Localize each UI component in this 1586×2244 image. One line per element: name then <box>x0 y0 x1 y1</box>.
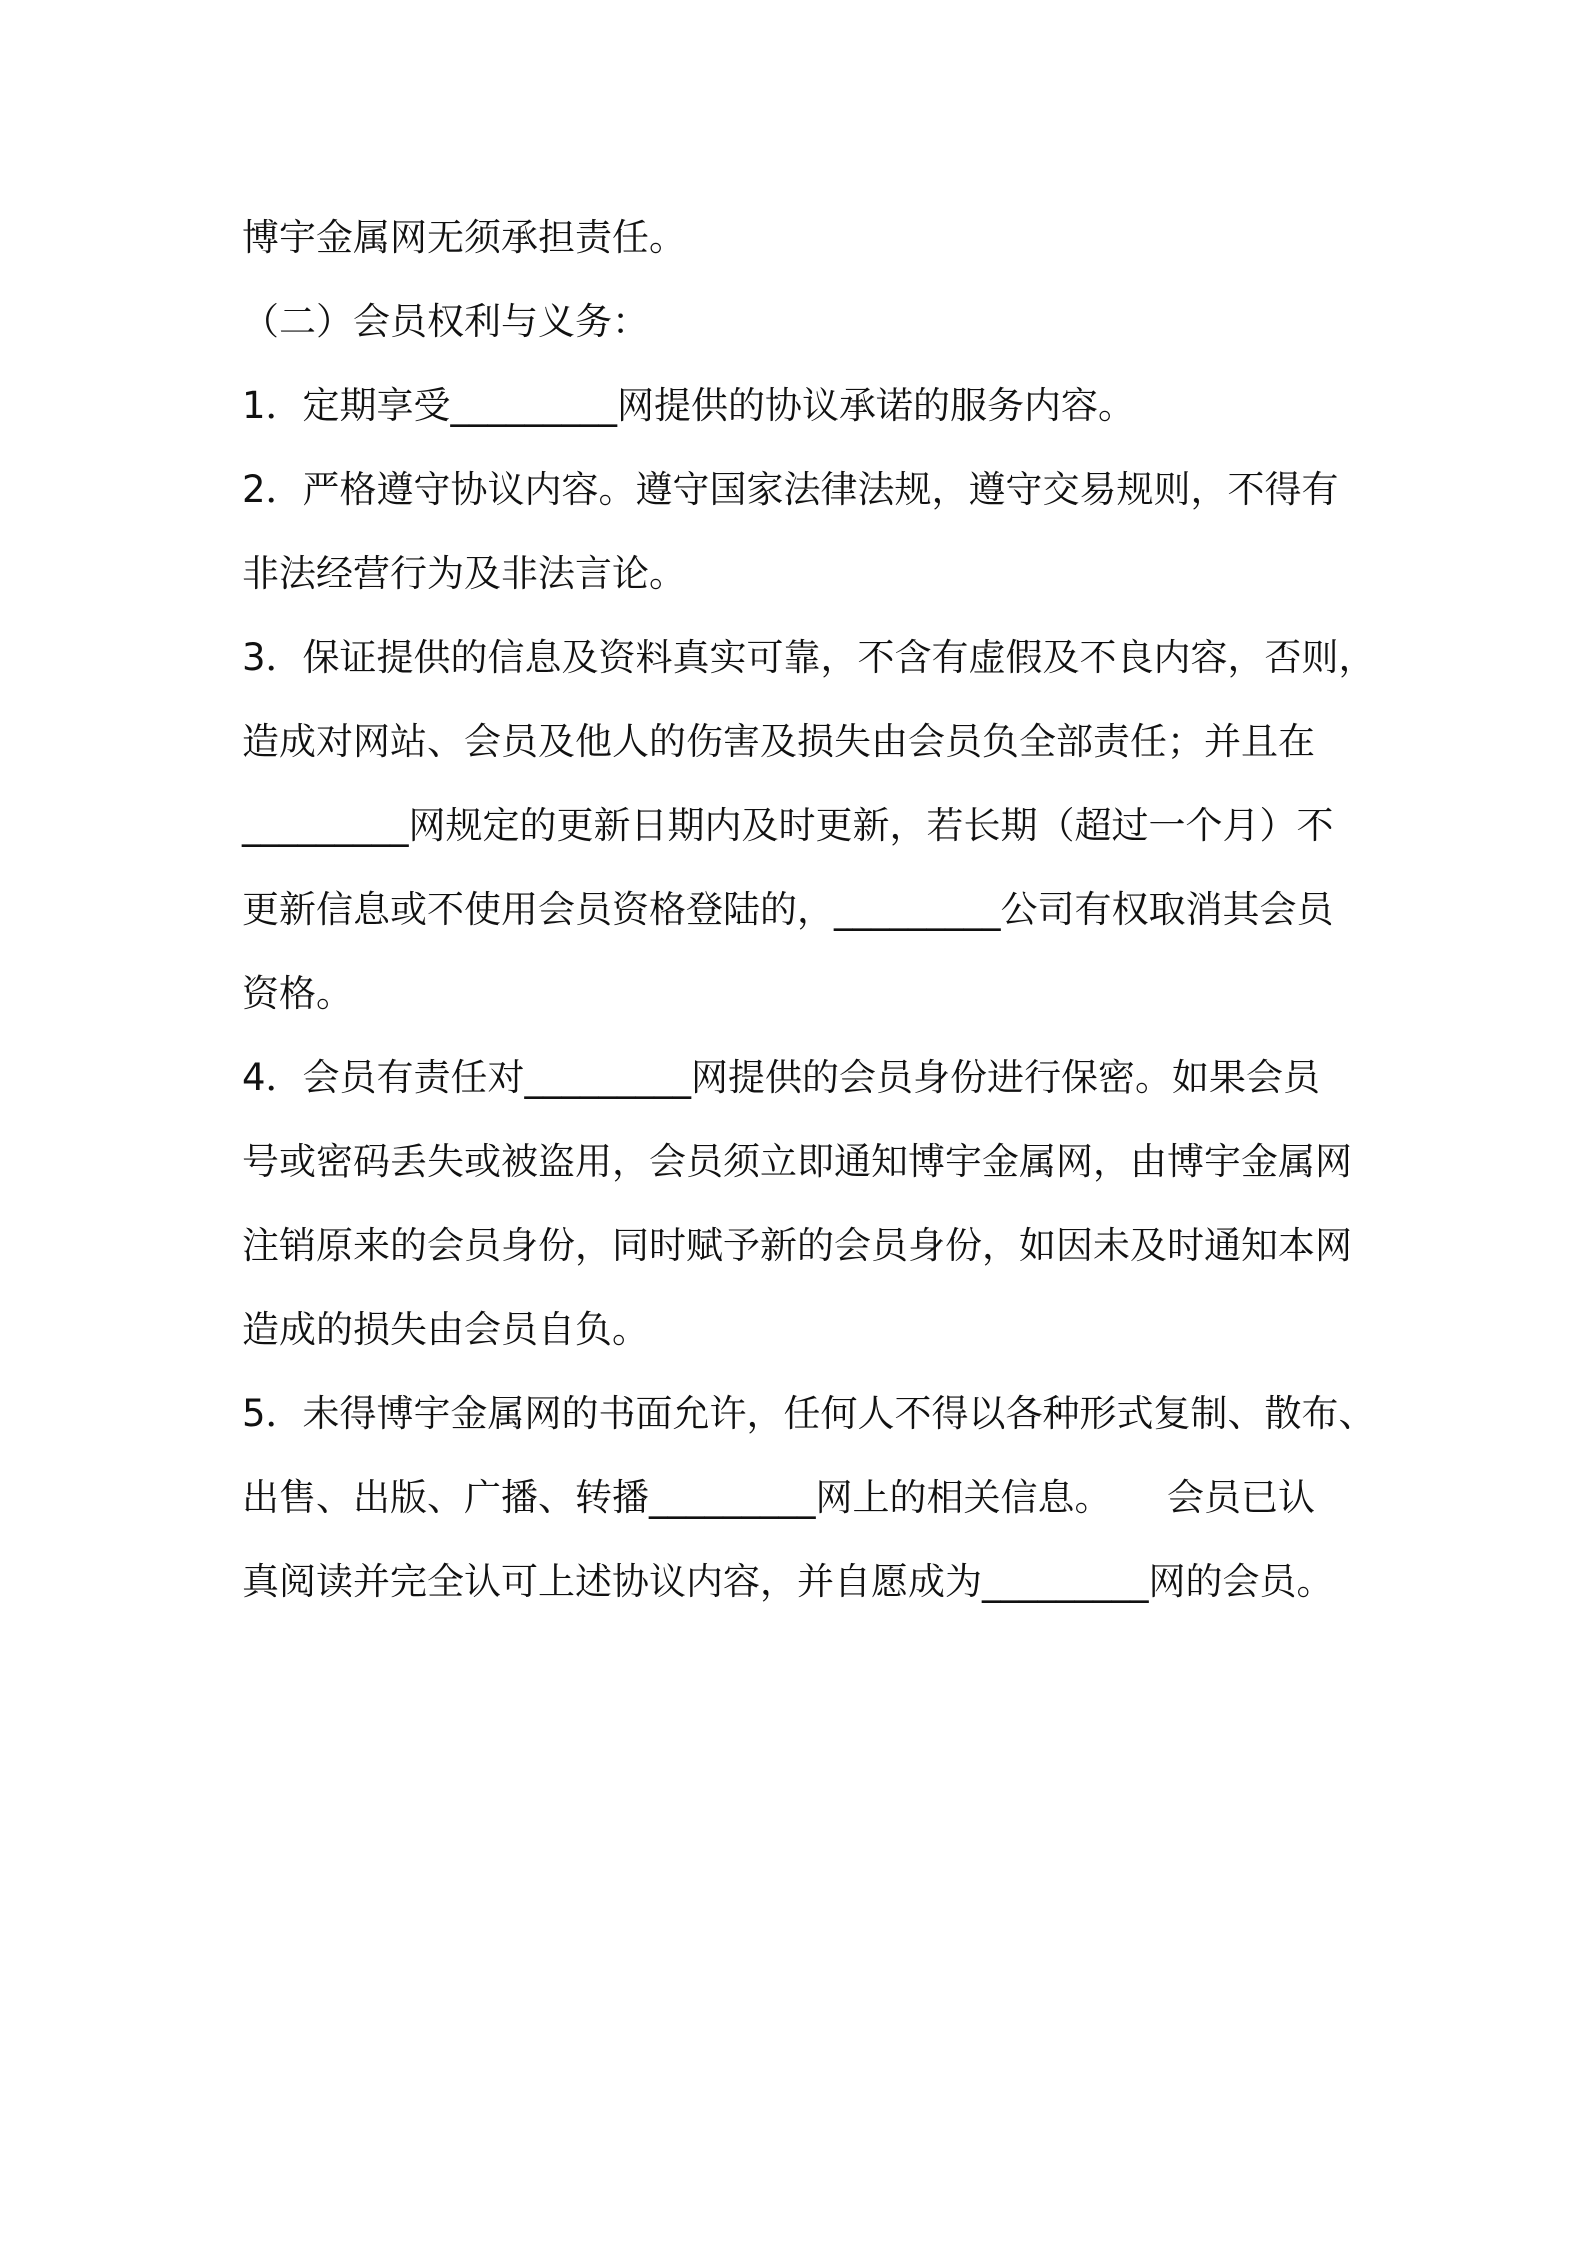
clause-3-line-5: 资格。 <box>242 972 353 1015</box>
clause-3-line-3: _________网规定的更新日期内及时更新，若长期（超过一个月）不 <box>242 804 1334 847</box>
clause-4-line-1: 4．会员有责任对_________网提供的会员身份进行保密。如果会员 <box>242 1056 1321 1099</box>
clause-5-line-2: 出售、出版、广播、转播_________网上的相关信息。 会员已认 <box>242 1476 1315 1519</box>
section-heading-member-rights: （二）会员权利与义务： <box>242 300 649 343</box>
clause-3-line-2: 造成对网站、会员及他人的伤害及损失由会员负全部责任；并且在 <box>242 720 1315 763</box>
clause-4-line-3: 注销原来的会员身份，同时赋予新的会员身份，如因未及时通知本网 <box>242 1224 1352 1267</box>
clause-3-line-1: 3．保证提供的信息及资料真实可靠，不含有虚假及不良内容，否则， <box>242 636 1376 679</box>
clause-2-line-1: 2．严格遵守协议内容。遵守国家法律法规，遵守交易规则，不得有 <box>242 468 1339 511</box>
document-body <box>242 196 1376 1624</box>
clause-1: 1．定期享受_________网提供的协议承诺的服务内容。 <box>242 384 1136 427</box>
clause-5-line-1: 5．未得博宇金属网的书面允许，任何人不得以各种形式复制、散布、 <box>242 1392 1376 1435</box>
clause-3-line-4: 更新信息或不使用会员资格登陆的，_________公司有权取消其会员 <box>242 888 1334 931</box>
clause-4-line-2: 号或密码丢失或被盗用，会员须立即通知博宇金属网，由博宇金属网 <box>242 1140 1352 1183</box>
clause-2-line-2: 非法经营行为及非法言论。 <box>242 552 686 595</box>
clause-4-line-4: 造成的损失由会员自负。 <box>242 1308 649 1351</box>
liability-line-end: 博宇金属网无须承担责任。 <box>242 216 686 259</box>
clause-5-line-3: 真阅读并完全认可上述协议内容，并自愿成为_________网的会员。 <box>242 1560 1334 1603</box>
